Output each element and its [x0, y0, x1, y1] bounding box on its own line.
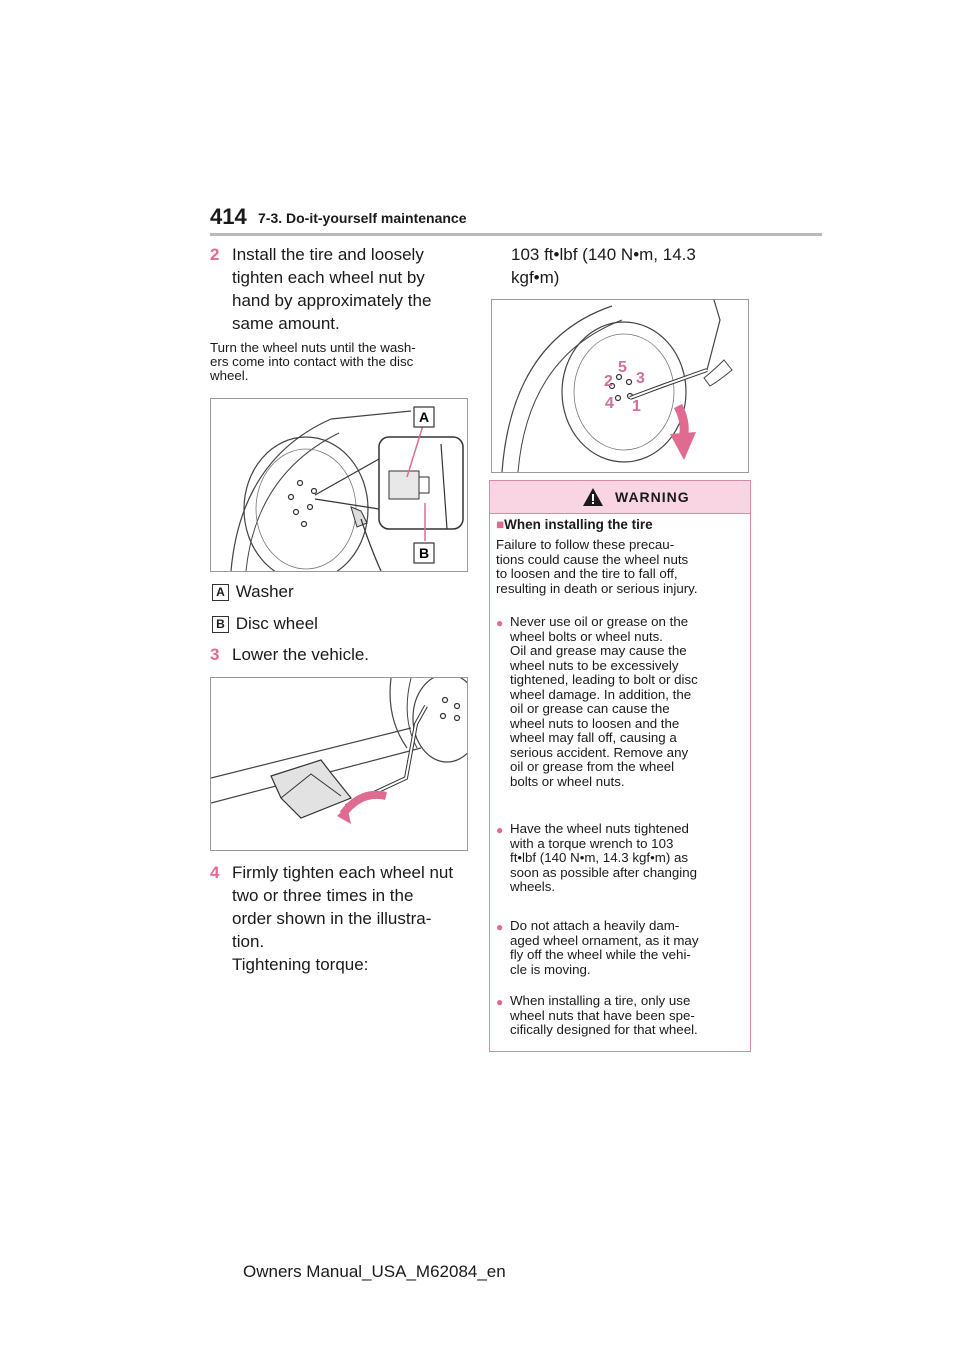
- callout-key: B: [212, 616, 229, 633]
- warning-bullet-text: Never use oil or grease on the wheel bolts or wheel nuts. Oil and grease may cause the wheel nuts to be excessively tightened, leading to bolt or disc wheel damage. In addition, the oil or grease can cause the wheel nuts to loosen and the wheel may fall off, causing a serious accident. Remove any oil or grease from the wheel bolts or wheel nuts.: [510, 614, 698, 789]
- wheel-nut-illustration: [211, 399, 467, 571]
- figure-label-a: A: [418, 409, 430, 425]
- warning-bullet-text: Do not attach a heavily dam- aged wheel ornament, as it may fly off the wheel while the vehi- cle is moving.: [510, 918, 699, 977]
- warning-intro: Failure to follow these precau- tions could cause the wheel nuts to loosen and the tire to fall off, resulting in death or serious injury.: [496, 537, 698, 596]
- bullet-dot-icon: ●: [496, 823, 504, 837]
- figure-lower-vehicle: [210, 677, 468, 851]
- section-title: 7-3. Do-it-yourself maintenance: [258, 210, 467, 226]
- warning-header: [490, 481, 750, 514]
- step-number: 2: [210, 245, 220, 264]
- step-number: 3: [210, 645, 220, 664]
- note-text: Turn the wheel nuts until the wash- ers come into contact with the disc wheel.: [210, 340, 416, 383]
- torque-value: 103 ft•lbf (140 N•m, 14.3 kgf•m): [511, 245, 696, 287]
- step-text: Lower the vehicle.: [232, 645, 370, 664]
- warning-bullet-text: When installing a tire, only use wheel nuts that have been spe- cifically designed for that wheel.: [510, 993, 698, 1037]
- bullet-dot-icon: ●: [496, 995, 504, 1009]
- step-4: [210, 861, 475, 976]
- warning-bullet: [496, 994, 746, 1038]
- header-rule: [210, 233, 822, 236]
- warning-bullet-text: Have the wheel nuts tightened with a torque wrench to 103 ft•lbf (140 N•m, 14.3 kgf•m) as soon as possible after changing wheels.: [510, 821, 698, 894]
- order-label-5: 5: [618, 359, 627, 376]
- order-label-4: 4: [605, 395, 614, 412]
- step-text: Firmly tighten each wheel nut two or three times in the order shown in the illustra- tion. Tightening torque:: [232, 863, 454, 974]
- jack-illustration: [211, 678, 467, 850]
- order-label-1: 1: [632, 398, 641, 415]
- figure-label-b: B: [418, 545, 430, 561]
- warning-subtitle: [496, 517, 653, 532]
- warning-bullet: [496, 822, 746, 895]
- bullet-dot-icon: ●: [496, 616, 504, 630]
- footer-document-id: Owners Manual_USA_M62084_en: [243, 1262, 506, 1281]
- bullet-dot-icon: ●: [496, 920, 504, 934]
- tightening-order-illustration: [492, 300, 748, 472]
- warning-triangle-icon: [582, 487, 604, 507]
- order-label-2: 2: [604, 373, 613, 390]
- warning-title: WARNING: [615, 489, 690, 505]
- warning-bullet: [496, 615, 746, 789]
- warning-subtitle-text: When installing the tire: [504, 517, 653, 532]
- figure-wheel-nut-detail: [210, 398, 468, 572]
- step-text: Install the tire and loosely tighten each wheel nut by hand by approximately the same amount.: [232, 245, 432, 333]
- order-label-3: 3: [636, 370, 645, 387]
- warning-box: [489, 480, 751, 1052]
- callout-key: A: [212, 584, 229, 601]
- callout-disc-wheel: [212, 614, 318, 634]
- page-number: 414: [210, 204, 247, 229]
- callout-text: Washer: [235, 582, 294, 601]
- callout-washer: [212, 582, 294, 602]
- callout-text: Disc wheel: [235, 614, 318, 633]
- figure-tightening-order: [491, 299, 749, 473]
- step-2: [210, 243, 470, 335]
- step-3: [210, 643, 470, 666]
- step-number: 4: [210, 863, 220, 882]
- square-bullet-icon: ■: [496, 517, 505, 532]
- warning-bullet: [496, 919, 746, 977]
